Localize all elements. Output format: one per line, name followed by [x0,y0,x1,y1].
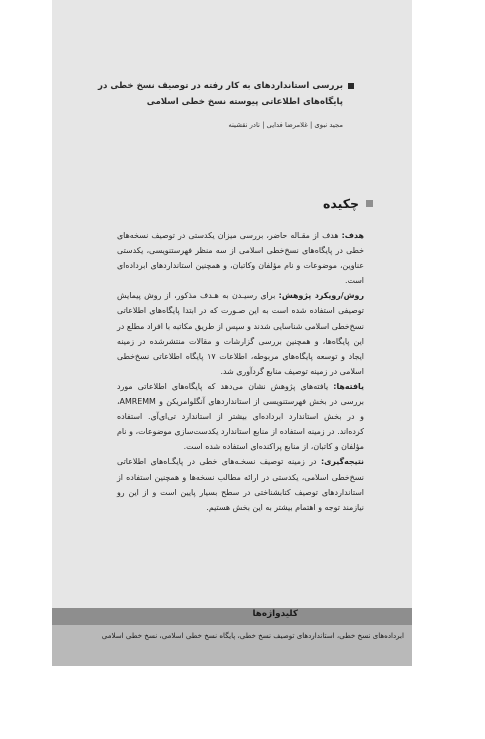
article-title-line-1: بررسی استانداردهای به کار رفته در توصیف نسخ خطی در [98,81,343,91]
paragraph-label: یافته‌ها: [333,381,364,391]
abstract-paragraph-conclusion [117,454,364,514]
title-bullet-icon [348,83,354,89]
keywords-band [52,625,412,666]
paragraph-text: هدف از مقـاله حاضر، بررسی میزان یکدستی در توصیف نسخه‌های خطی در پایگاه‌های نسخ‌خطی اسلامی از سه منظر فهرستنویسی، یکدستی عناوین، موضوعات و نام مؤلفان وکاتبان، و همچنین استانداردهای ابرداده‌ای است. [117,231,364,286]
abstract-bullet-icon [366,200,373,207]
abstract-heading: چکیده [323,196,359,211]
abstract-heading-block [323,193,359,212]
keywords-list: ابرداده‌های نسخ خطی، استانداردهای توصیف نسخ خطی، پایگاه نسخ خطی اسلامی، نسخ خطی اسلامی [101,631,404,640]
paragraph-label: هدف: [341,231,364,240]
article-header [60,78,343,131]
abstract-paragraph-findings [117,379,364,454]
article-title [60,78,343,110]
abstract-paragraph-purpose [117,228,364,288]
paragraph-label: روش/رویکرد پژوهش: [278,291,364,301]
abstract-paragraph-method [117,288,364,379]
paragraph-text: در زمینه توصیف نسخـه‌های خطی در پایگـاه‌های اطلاعاتی نسخ‌خطی اسلامی، یکدستی در ارائه مطالب نسخه‌ها و همچنین استفاده از استانداردهای توصیف کتابشناختی در سطح بسیار پایین است و از این رو نیازمند توجه و اهتمام بیشتر به این بخش هستیم. [117,457,364,512]
keywords-box [52,608,412,666]
paragraph-label: نتیجه‌گیری: [321,457,364,467]
article-authors: مجید نبوی | غلامرضا فدایی | نادر نقشینه [228,121,343,129]
keywords-title: کلیدواژه‌ها [252,609,298,619]
article-title-line-2: پایگاه‌های اطلاعاتی پیوسته نسخ خطی اسلامی [146,97,343,107]
paragraph-text: برای رسیـدن به هـدف مذکور، از روش پیمایش توصیفی استفاده شده است به این صـورت که در ابتدا پایگاه‌های اطلاعاتی نسخ‌خطی اسلامی شناسایی شدند و سپس از طریق مکاتبه با افراد مطلع در این پایگاه‌ها، و همچنین بررسی گزارشات و مقالات منتشرشده در زمینه ایجاد و توسعه پایگاه‌های مربوطه، اطلاعات ۱۷ پایگاه اطلاعاتی نسخ‌خطی اسلامی در زمینه توصیف منابع گردآوری شد. [117,291,365,376]
abstract-body [117,228,364,515]
paragraph-text: یافته‌های پژوهش نشان می‌دهد که پایگاه‌های اطلاعاتی مورد بررسی در بخش فهرستنویسی از استانداردهای آنگلوامریکن و AMREMM، و در بخش استاندارد ابرداده‌ای بیشتر از استاندارد تی‌ای‌آی. استفاده کرده‌اند. در زمینه استفاده از منابع استاندارد یکدست‌سازی موضوعات، و نام مؤلفان و کاتبان، از منابع پراکنده‌ای استفاده شده است. [117,381,364,452]
